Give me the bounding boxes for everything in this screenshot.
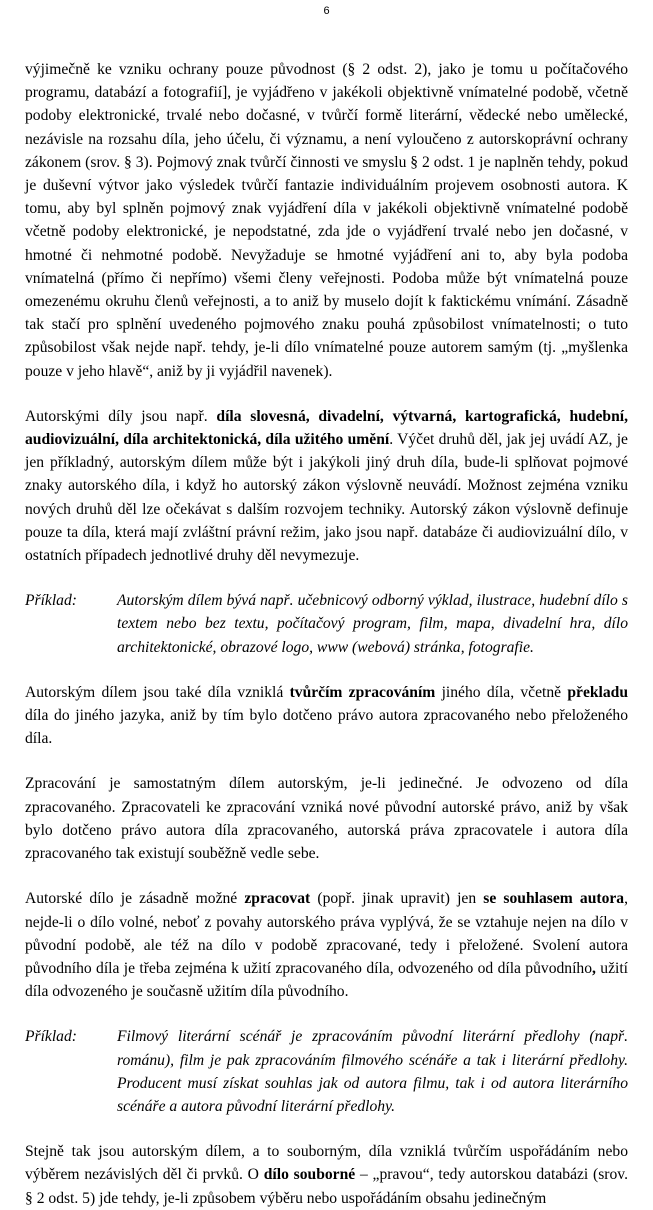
text: (popř. jinak upravit) jen xyxy=(310,890,484,908)
text: jiného díla, včetně xyxy=(435,683,568,701)
text: , nejde-li o dílo volné, neboť z povahy autorského práva vyplývá, že se vztahuje nejen na dílo v původní podobě, ale též na dílo v podobě zpracované, tedy i přeložené. Svolení autora původního díla je třeba zejména k užití zpracovaného díla, odvozeného od díla původního xyxy=(25,890,628,977)
example-text: Autorským dílem bývá např. učebnicový odborný výklad, ilustrace, hudební dílo s textem nebo bez textu, počítačový program, film, mapa, divadelní hra, dílo architektonické, obrazové logo, www (webová) stránka, fotografie. xyxy=(117,592,628,656)
paragraph-collective-work xyxy=(25,1140,628,1210)
text: Stejně tak jsou autorským dílem, a to souborným, díla vzniklá tvůrčím uspořádáním nebo výběrem nezávislých děl či prvků. O xyxy=(25,1143,628,1184)
text: Autorskými díly jsou např. xyxy=(25,407,217,425)
bold-term: překladu xyxy=(567,683,629,701)
paragraph-consent xyxy=(25,887,628,1003)
bold-term: tvůrčím zpracováním xyxy=(289,683,436,701)
example-block xyxy=(25,589,628,659)
paragraph-types-of-works xyxy=(25,405,628,567)
text: Autorské dílo je zásadně možné xyxy=(25,890,245,908)
paragraph-processing xyxy=(25,681,628,751)
bold-comma: , xyxy=(592,959,596,977)
text: Autorským dílem jsou také díla vzniklá xyxy=(25,683,290,701)
text: díla do jiného jazyka, aniž by tím bylo dotčeno právo autora zpracovaného nebo přeloženého díla. xyxy=(25,707,628,748)
bold-term: zpracovat xyxy=(244,890,311,908)
page-number: 6 xyxy=(323,5,330,17)
paragraph-continuation: výjimečně ke vzniku ochrany pouze původnost (§ 2 odst. 2), jako je tomu u počítačového programu, databází a fotografií], je vyjádřeno v jakékoli objektivně vnímatelné podobě, včetně podoby elektronické, trvalé nebo dočasné, v tvůrčí formě literární, vědecké nebo umělecké, nezávisle na rozsahu díla, jeho účelu, či významu, a není vyloučeno z autorskoprávní ochrany zákonem (srov. § 3). Pojmový znak tvůrčí činnosti ve smyslu § 2 odst. 1 je naplněn tehdy, pokud je duševní výtvor jako výsledek tvůrčí fantazie individuálním projevem osobnosti autora. K tomu, aby byl splněn pojmový znak vyjádření díla v jakékoli objektivně vnímatelné podobě včetně podoby elektronické, je nepodstatné, zda jde o vyjádření trvalé nebo jen dočasné, v hmotné či nehmotné podobě. Nevyžaduje se hmotné vyjádření ani to, aby byla podoba vnímatelná (přímo či nepřímo) všemi členy veřejnosti. Podoba může být vnímatelná pouze omezenému okruhu členů veřejnosti, a to aniž by muselo dojít k faktickému vnímání. Zásadně tak stačí pro splnění uvedeného pojmového znaku pouhá způsobilost vnímatelnosti; o tuto způsobilost však nejde např. tehdy, je-li dílo vnímatelné pouze autorem samým (tj. „myšlenka pouze v jeho hlavě“, aniž by ji vyjádřil navenek). xyxy=(25,61,629,380)
page-content xyxy=(25,58,628,1210)
bold-term: se souhlasem autora xyxy=(483,890,625,908)
example-label: Příklad: xyxy=(25,1028,77,1046)
text: užití díla odvozeného je současně užitím díla původního. xyxy=(25,959,628,1001)
bold-term: dílo souborné xyxy=(263,1166,356,1184)
example-block xyxy=(25,1025,628,1118)
example-text: Filmový literární scénář je zpracováním původní literární předlohy (např. románu), film je pak zpracováním filmového scénáře a tak i literární předlohy. Producent musí získat souhlas jak od autora filmu, tak i od autora literárního scénáře a autora původní literární předlohy. xyxy=(117,1028,628,1115)
text: – „pravou“, tedy autorskou databázi (srov. § 2 odst. 5) jde tehdy, je-li způsobem výběru nebo uspořádáním obsahu jedinečným xyxy=(25,1166,628,1207)
bold-term: díla slovesná, divadelní, výtvarná, kartografická, hudební, audiovizuální, díla architektonická, díla užitého umění xyxy=(25,407,628,449)
example-label: Příklad: xyxy=(25,592,77,610)
paragraph-derived-work: Zpracování je samostatným dílem autorským, je-li jedinečné. Je odvozeno od díla zpracovaného. Zpracovateli ke zpracování vzniká nové původní autorské právo, aniž by však bylo dotčeno právo autora díla zpracovaného, autorská práva zpracovatele i autora díla zpracovaného tak existují souběžně vedle sebe. xyxy=(25,775,628,863)
text: . Výčet druhů děl, jak jej uvádí AZ, je jen příkladný, autorským dílem může být i jakýkoli jiný druh díla, bude-li splňovat pojmové znaky autorského díla, i když ho autorský zákon výslovně neuvádí. Možnost zejména vzniku nových druhů děl lze očekávat s dalším rozvojem techniky. Autorský zákon výslovně definuje pouze ta díla, která mají zvláštní právní režim, jako jsou např. databáze či audiovizuální dílo, v ostatních případech jednotlivé druhy děl nevymezuje. xyxy=(25,431,628,565)
